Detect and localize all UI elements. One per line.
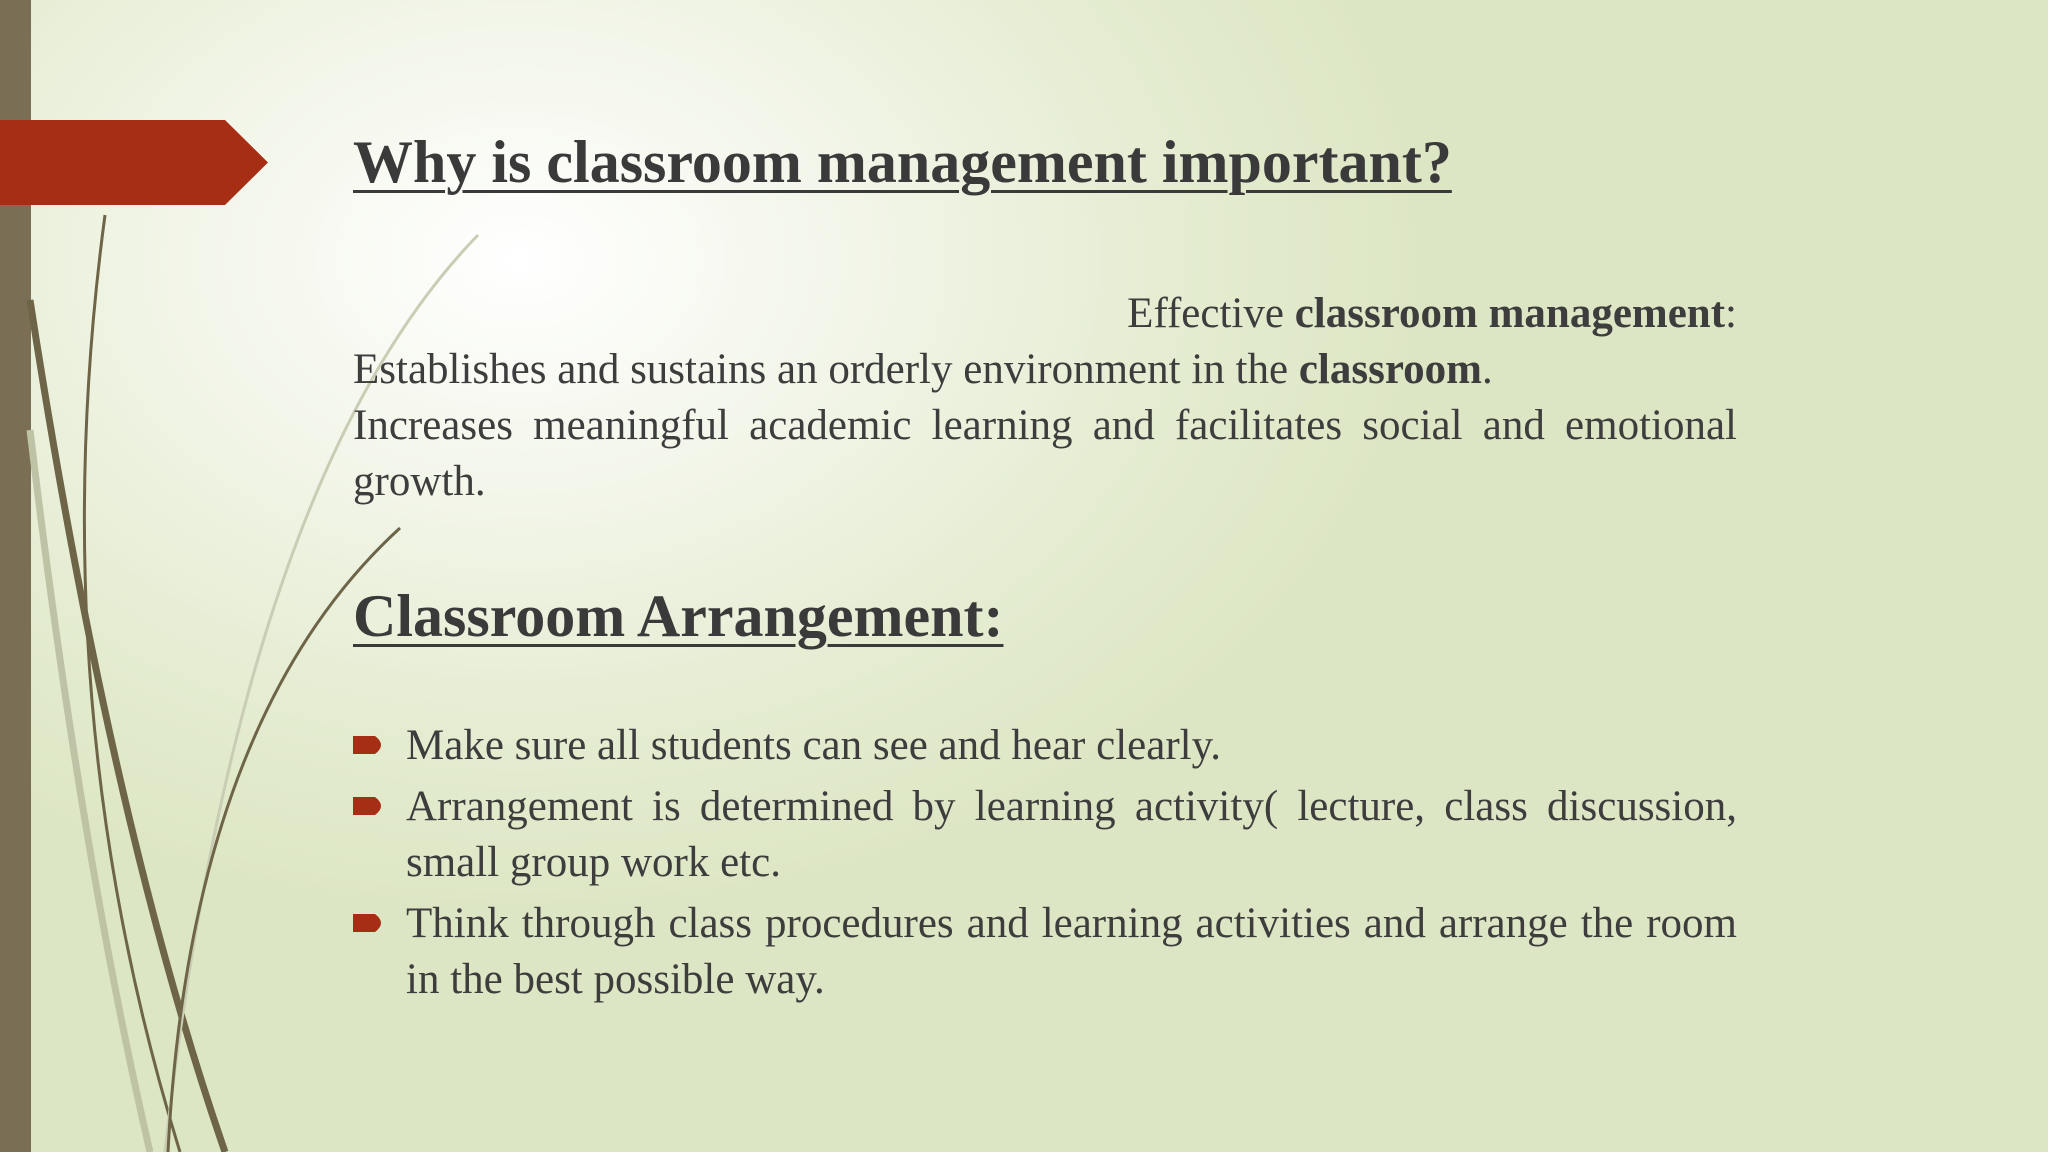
intro-lead-suffix: : — [1725, 290, 1737, 337]
intro-lead-bold: classroom management — [1294, 290, 1726, 337]
intro-line-2: Increases meaningful academic learning and facilitates social and emotional growth. — [353, 402, 1737, 505]
intro-line-1-suffix: . — [1481, 346, 1493, 393]
intro-lead-line — [353, 286, 1737, 342]
intro-line-1 — [353, 342, 1737, 398]
list-item — [353, 718, 1737, 774]
intro-lead-prefix: Effective — [1127, 290, 1295, 337]
slide-title: Why is classroom management important? — [353, 129, 1452, 195]
list-item — [353, 779, 1737, 891]
bullet-list — [353, 718, 1737, 1013]
intro-line-1-text: Establishes and sustains an orderly environment in the — [353, 346, 1299, 393]
title-arrow-banner — [0, 120, 268, 205]
bullet-text: Arrangement is determined by learning activity( lecture, class discussion, small group work etc. — [406, 783, 1737, 886]
arrow-bullet-icon — [353, 912, 387, 934]
bullet-text: Make sure all students can see and hear clearly. — [406, 722, 1222, 769]
section-title: Classroom Arrangement: — [353, 583, 1004, 649]
list-item — [353, 896, 1737, 1008]
arrow-bullet-icon — [353, 795, 387, 817]
intro-paragraph — [353, 286, 1737, 510]
arrow-bullet-icon — [353, 734, 387, 756]
intro-line-1-bold: classroom — [1298, 346, 1482, 393]
bullet-text: Think through class procedures and learning activities and arrange the room in the best possible way. — [406, 900, 1737, 1003]
